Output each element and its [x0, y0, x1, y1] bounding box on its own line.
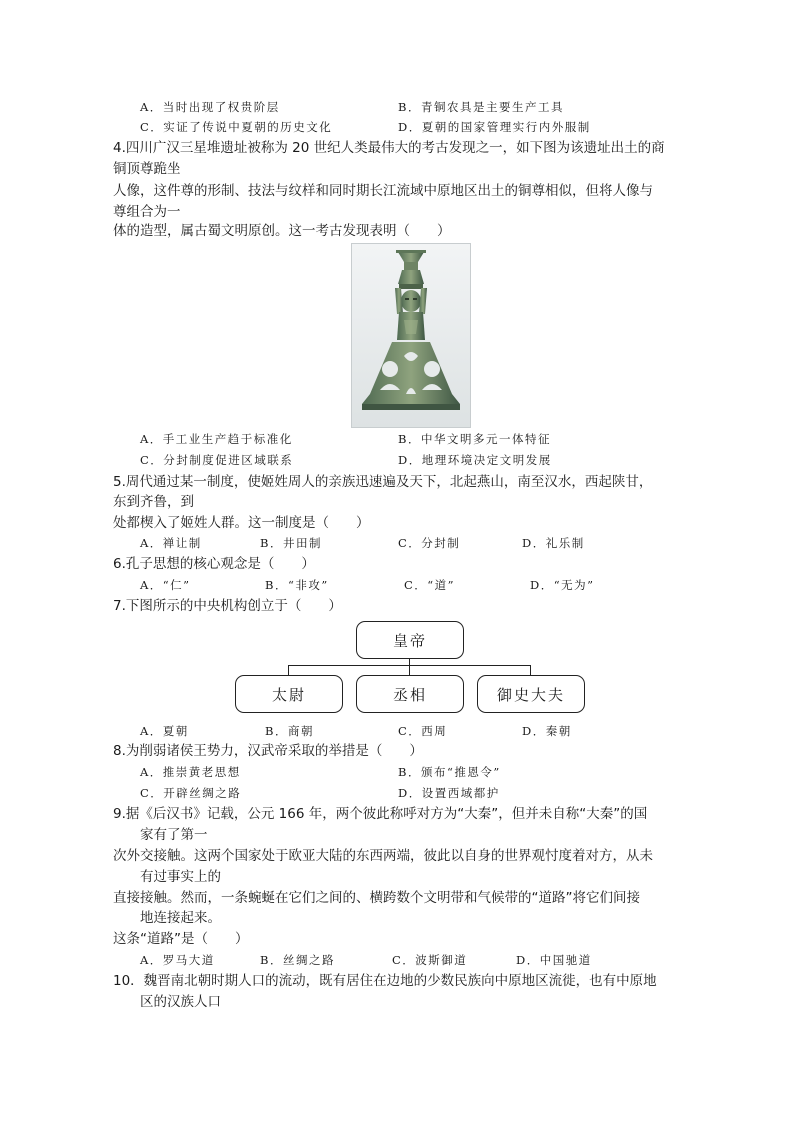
q4-option-c: C．分封制度促进区域联系 [140, 453, 294, 467]
q5-stem-line-1: 5.周代通过某一制度，使姬姓周人的亲族迅速遍及天下，北起燕山，南至汉水，西起陕甘， [113, 474, 653, 490]
q9-stem-line-4: 有过事实上的 [140, 869, 221, 885]
diagram-connector-left [288, 665, 289, 675]
q9-option-d: D．中国驰道 [516, 953, 592, 967]
q4-option-a: A．手工业生产趋于标准化 [140, 432, 293, 446]
q8-option-d: D．设置西域都护 [398, 786, 500, 800]
q6-option-d: D．“无为” [530, 578, 595, 592]
bronze-kneeling-figure-zun-icon [352, 244, 470, 427]
q6-option-b: B．“非攻” [265, 578, 329, 592]
q7-option-c: C．西周 [398, 724, 448, 738]
q6-stem: 6.孔子思想的核心观念是（ ） [113, 556, 315, 572]
q9-option-c: C．波斯御道 [392, 953, 468, 967]
q9-stem-line-7: 这条“道路”是（ ） [113, 931, 249, 947]
diagram-node-chengxiang: 丞相 [356, 675, 464, 713]
q3-option-a: A．当时出现了权贵阶层 [140, 100, 280, 114]
q9-stem-line-5: 直接接触。然而，一条蜿蜒在它们之间的、横跨数个文明带和气候带的“道路”将它们间接 [113, 890, 640, 906]
q9-option-b: B．丝绸之路 [260, 953, 335, 967]
q7-option-a: A．夏朝 [140, 724, 189, 738]
q9-option-a: A．罗马大道 [140, 953, 215, 967]
q7-option-d: D．秦朝 [522, 724, 572, 738]
diagram-node-yushidafu: 御史大夫 [477, 675, 585, 713]
q8-stem: 8.为削弱诸侯王势力，汉武帝采取的举措是（ ） [113, 743, 423, 759]
q5-option-d: D．礼乐制 [522, 536, 585, 550]
q5-option-a: A．禅让制 [140, 536, 202, 550]
q4-stem-line-3: 人像，这件尊的形制、技法与纹样和同时期长江流域中原地区出土的铜尊相似，但将人像与 [113, 183, 653, 199]
bronze-zun-photo [351, 243, 471, 428]
q10-stem-line-1: 10．魏晋南北朝时期人口的流动，既有居住在边地的少数民族向中原地区流徙，也有中原地 [113, 973, 657, 989]
q3-option-b: B．青铜农具是主要生产工具 [398, 100, 564, 114]
q5-option-c: C．分封制 [398, 536, 461, 550]
q8-option-b: B．颁布“推恩令” [398, 765, 501, 779]
q9-stem-line-2: 家有了第一 [140, 827, 208, 843]
q5-stem-line-2: 东到齐鲁，到 [113, 494, 194, 510]
q5-option-b: B．井田制 [260, 536, 322, 550]
diagram-connector-middle [409, 665, 410, 675]
q5-stem-line-3: 处都楔入了姬姓人群。这一制度是（ ） [113, 515, 370, 531]
q6-option-a: A．“仁” [140, 578, 191, 592]
q4-stem-line-1: 4.四川广汉三星堆遗址被称为 20 世纪人类最伟大的考古发现之一，如下图为该遗址出土的商 [113, 140, 665, 156]
q8-option-a: A．推崇黄老思想 [140, 765, 241, 779]
q7-option-b: B．商朝 [265, 724, 314, 738]
q9-stem-line-6: 地连接起来。 [140, 910, 221, 926]
q3-option-d: D．夏朝的国家管理实行内外服制 [398, 120, 591, 134]
q9-stem-line-1: 9.据《后汉书》记载，公元 166 年，两个彼此称呼对方为“大秦”，但并未自称“大秦”的国 [113, 806, 648, 822]
diagram-node-taiwei: 太尉 [235, 675, 343, 713]
q4-option-b: B．中华文明多元一体特征 [398, 432, 551, 446]
q4-stem-line-2: 铜顶尊跪坐 [113, 161, 181, 177]
q4-option-d: D．地理环境决定文明发展 [398, 453, 552, 467]
q8-option-c: C．开辟丝绸之路 [140, 786, 242, 800]
q10-stem-line-2: 区的汉族人口 [140, 994, 221, 1010]
diagram-node-emperor: 皇帝 [356, 621, 464, 659]
q3-option-c: C．实证了传说中夏朝的历史文化 [140, 120, 333, 134]
q4-stem-line-4: 尊组合为一 [113, 204, 181, 220]
q4-stem-line-5: 体的造型，属古蜀文明原创。这一考古发现表明（ ） [113, 223, 451, 239]
q7-stem: 7.下图所示的中央机构创立于（ ） [113, 598, 342, 614]
q6-option-c: C．“道” [404, 578, 456, 592]
q9-stem-line-3: 次外交接触。这两个国家处于欧亚大陆的东西两端，彼此以自身的世界观忖度着对方，从未 [113, 848, 653, 864]
diagram-connector-right [530, 665, 531, 675]
